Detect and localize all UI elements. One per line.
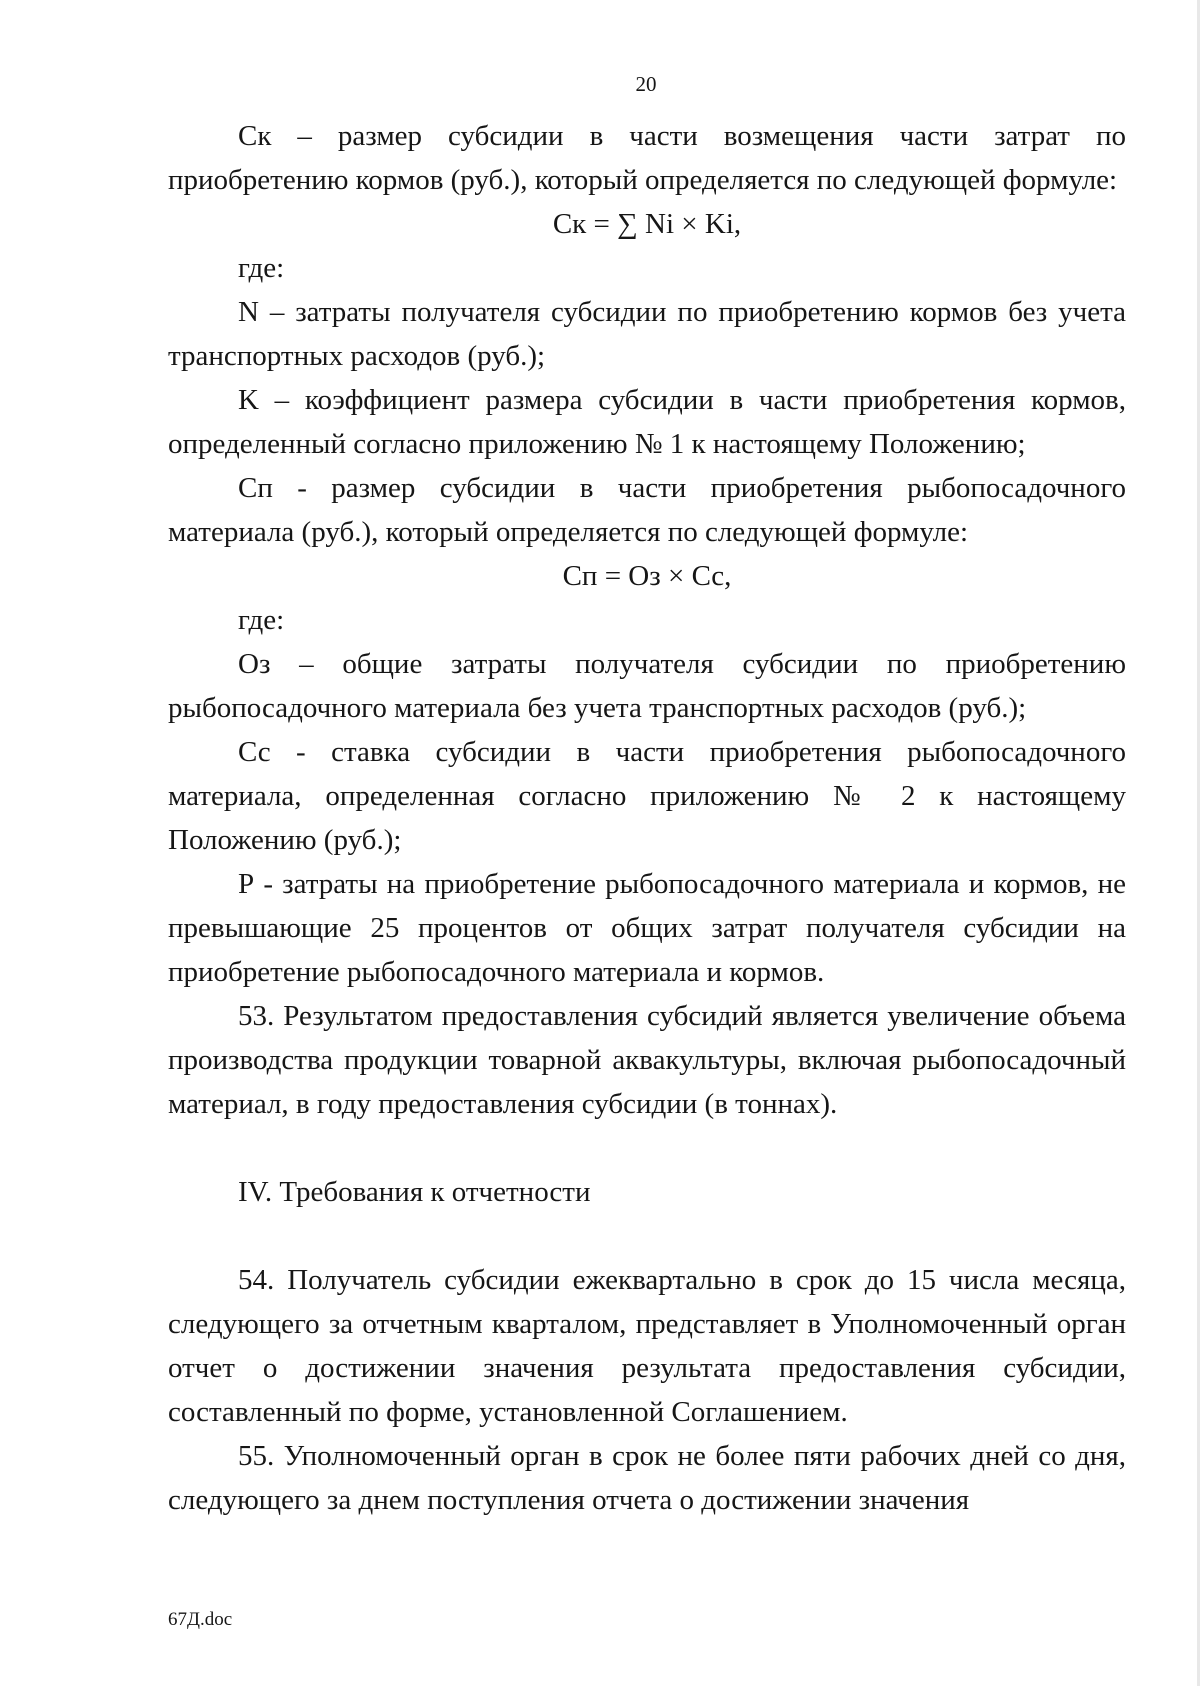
paragraph-55: 55. Уполномоченный орган в срок не более пяти рабочих дней со дня, следующего за днем поступления отчета о достижении значения [168, 1440, 1126, 1516]
formula-sk: Ск = ∑ Ni × Ki, [552, 208, 742, 240]
paragraph-sp: Сп - размер субсидии в части приобретения рыбопосадочного материала (руб.), который определяется по следующей формуле: [168, 472, 1126, 548]
paragraph-54: 54. Получатель субсидии ежеквартально в срок до 15 числа месяца, следующего за отчетным кварталом, представляет в Уполномоченный орган отчет о достижении значения результата предоставления субсидии, составленный по форме, установленной Соглашением. [168, 1264, 1126, 1428]
page-number: 20 [635, 72, 657, 96]
where-label: где: [238, 252, 285, 284]
footer-filename: 67Д.doc [168, 1609, 233, 1630]
paragraph-n: N – затраты получателя субсидии по приобретению кормов без учета транспортных расходов (руб.); [168, 296, 1126, 372]
document-body [168, 114, 1126, 1522]
paragraph-r: Р - затраты на приобретение рыбопосадочного материала и кормов, не превышающие 25 процентов от общих затрат получателя субсидии на приобретение рыбопосадочного материала и кормов. [168, 868, 1126, 988]
paragraph-53: 53. Результатом предоставления субсидий является увеличение объема производства продукции товарной аквакультуры, включая рыбопосадочный материал, в году предоставления субсидии (в тоннах). [168, 1000, 1126, 1120]
section-heading: IV. Требования к отчетности [238, 1176, 591, 1208]
paragraph-k: K – коэффициент размера субсидии в части приобретения кормов, определенный согласно приложению № 1 к настоящему Положению; [168, 384, 1126, 460]
paragraph-oz: Оз – общие затраты получателя субсидии по приобретению рыбопосадочного материала без учета транспортных расходов (руб.); [168, 648, 1126, 724]
paragraph-ss: Сс - ставка субсидии в части приобретения рыбопосадочного материала, определенная согласно приложению № 2 к настоящему Положению (руб.); [168, 736, 1126, 856]
where-label: где: [238, 604, 285, 636]
paragraph-sk: Ск – размер субсидии в части возмещения части затрат по приобретению кормов (руб.), который определяется по следующей формуле: [168, 120, 1126, 196]
formula-sp: Сп = Оз × Сс, [562, 560, 732, 592]
